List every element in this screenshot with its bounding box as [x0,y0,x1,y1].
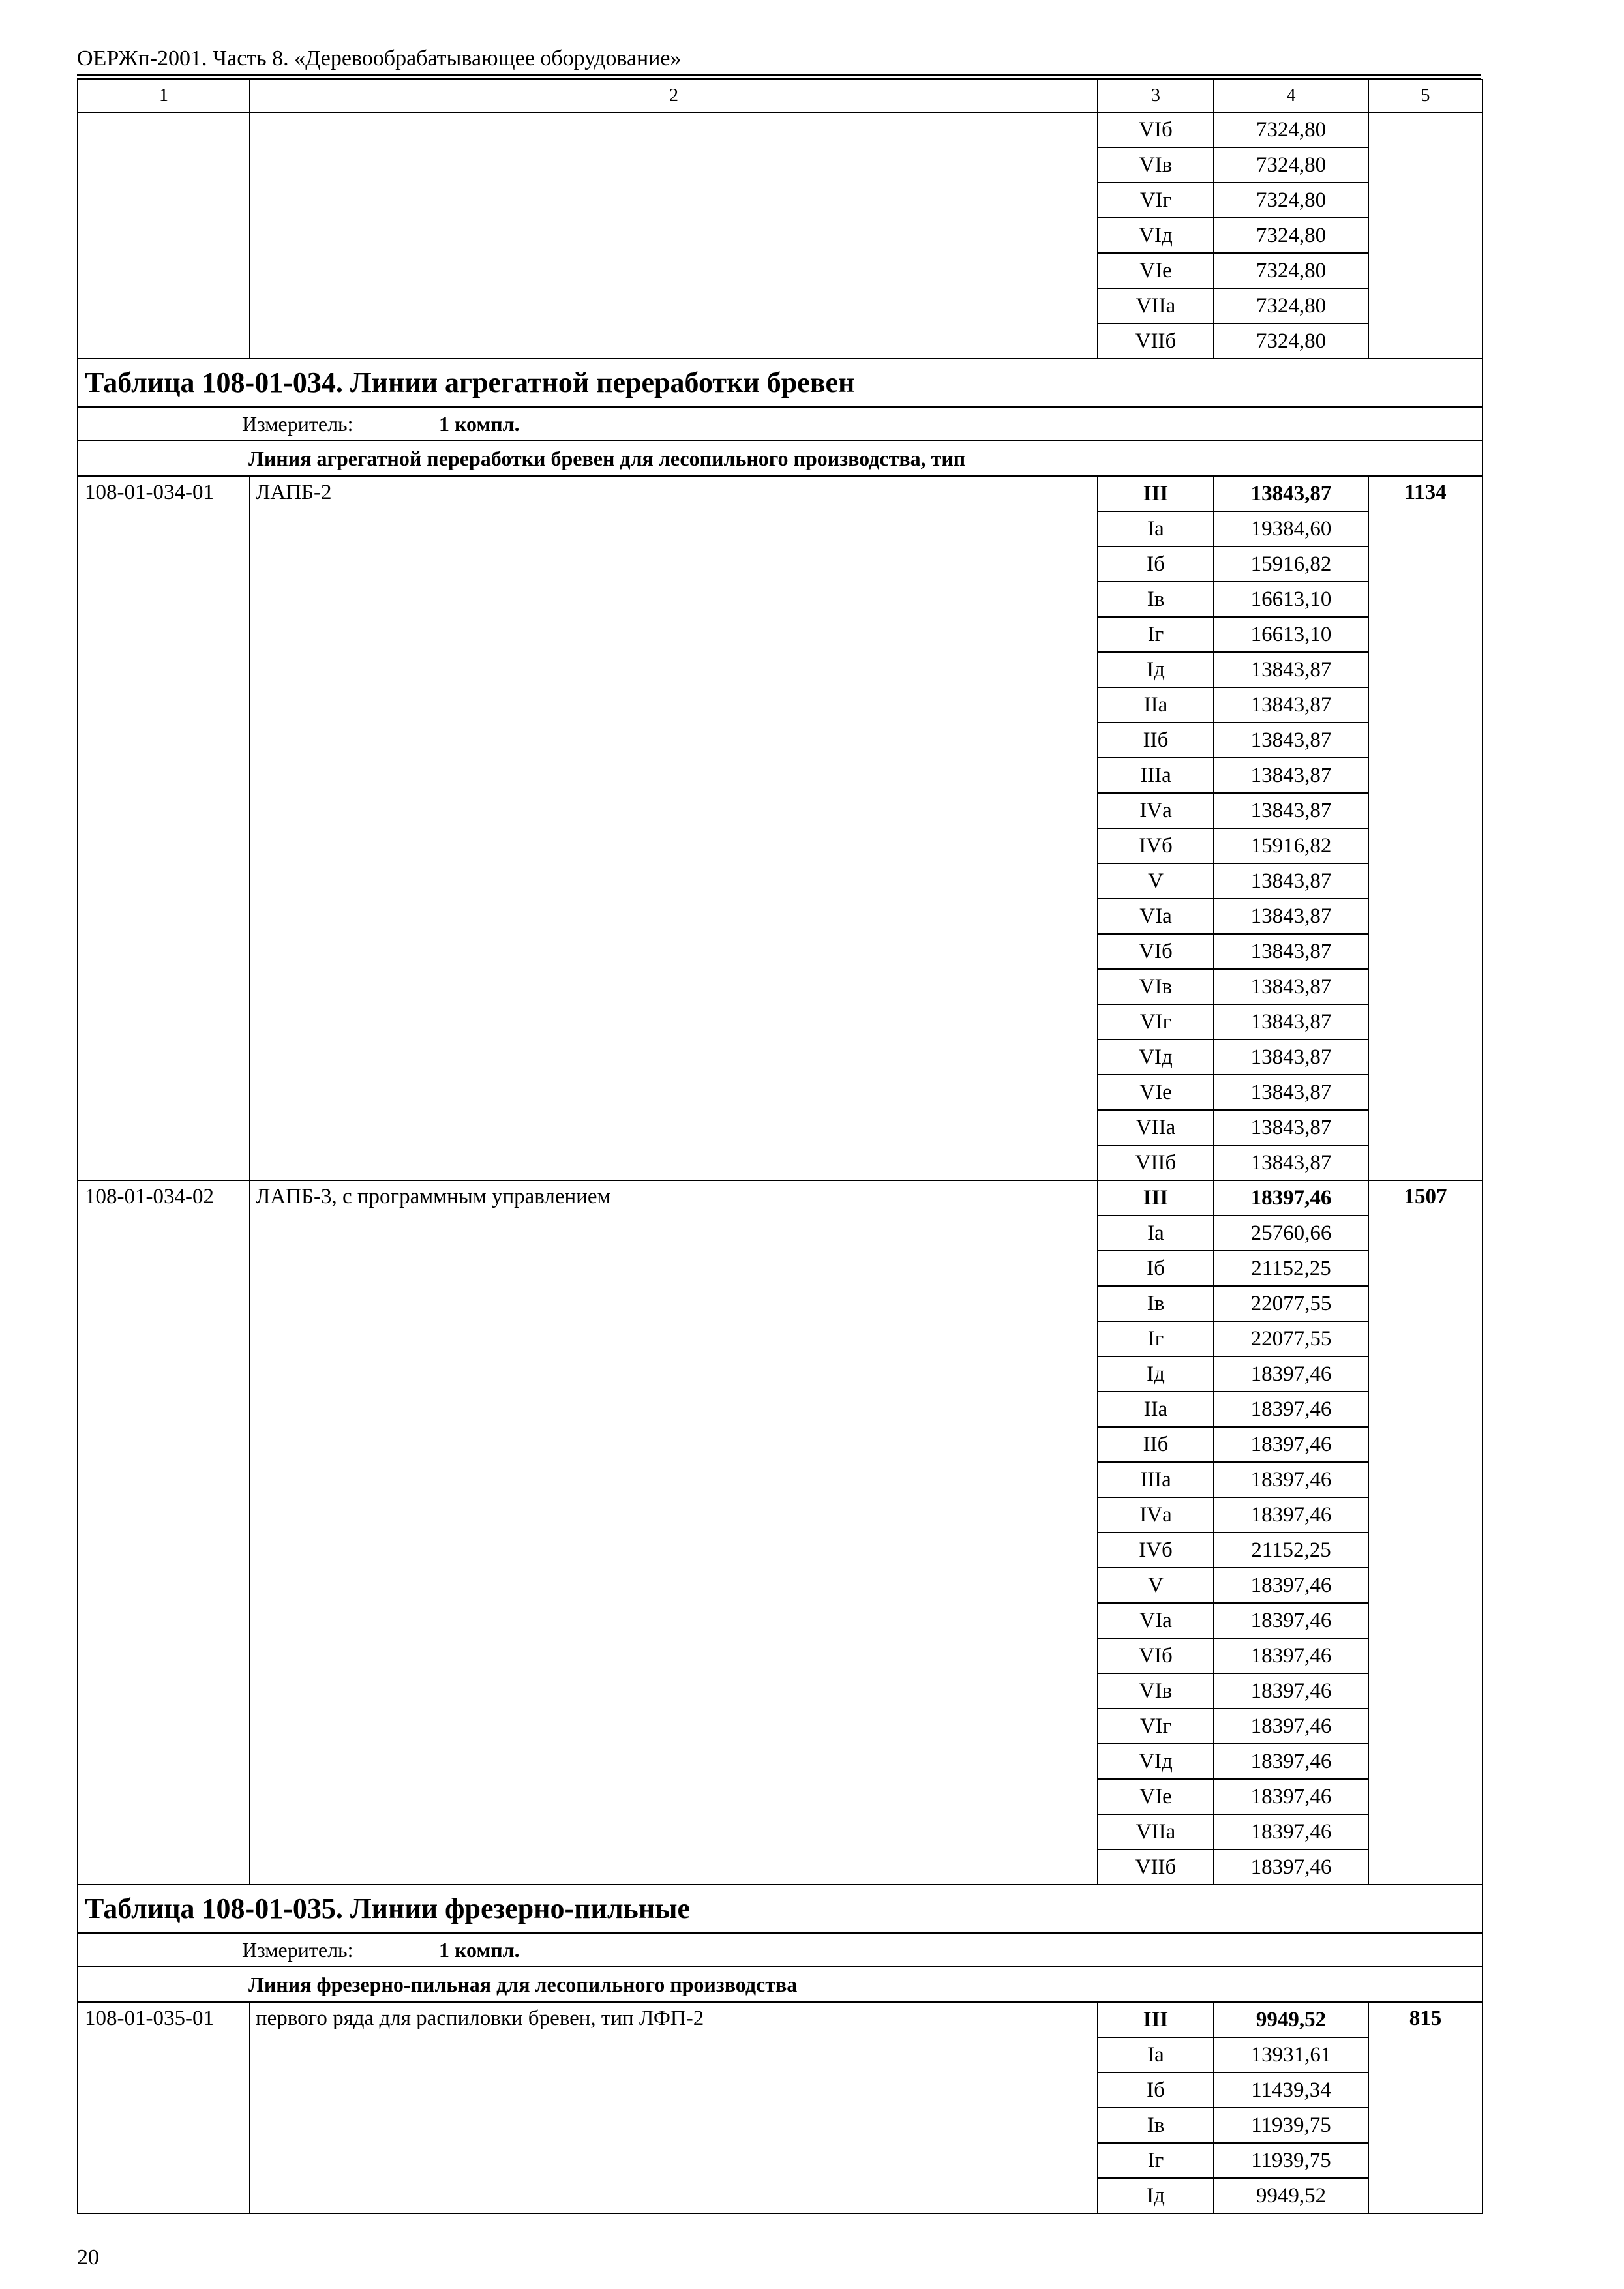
item-name: ЛАПБ-3, с программным управлением [250,1180,1098,1885]
price-cell: 13843,87 [1214,793,1368,828]
price-cell: 13843,87 [1214,1145,1368,1180]
price-table-body [78,80,1482,2213]
price-cell: 18397,46 [1214,1814,1368,1849]
price-cell: 7324,80 [1214,253,1368,288]
zone-cell: Iб [1098,2072,1214,2108]
zone-cell: Iб [1098,546,1214,582]
table-title: Таблица 108-01-034. Линии агрегатной переработки бревен [78,359,1482,407]
price-cell: 13843,87 [1214,1110,1368,1145]
extra-value: 1507 [1368,1180,1482,1885]
zone-cell: III [1098,2002,1214,2037]
zone-cell: VIг [1098,1004,1214,1040]
zone-cell: VIIа [1098,1110,1214,1145]
zone-cell: Iв [1098,2108,1214,2143]
zone-cell: VIб [1098,112,1214,147]
price-cell: 18397,46 [1214,1497,1368,1533]
price-row [78,2002,1482,2037]
price-cell: 13843,87 [1214,687,1368,723]
zone-cell: Iд [1098,1356,1214,1392]
price-cell: 7324,80 [1214,323,1368,359]
zone-cell: VIе [1098,1075,1214,1110]
zone-cell: VIв [1098,1673,1214,1709]
price-cell: 18397,46 [1214,1603,1368,1638]
measure-label: Измеритель: [242,412,353,436]
zone-cell: Iд [1098,652,1214,687]
price-cell: 18397,46 [1214,1709,1368,1744]
zone-cell: Iг [1098,617,1214,652]
zone-cell: Iв [1098,1286,1214,1321]
price-cell: 18397,46 [1214,1638,1368,1673]
price-cell: 25760,66 [1214,1216,1368,1251]
zone-cell: VIв [1098,969,1214,1004]
price-row [78,476,1482,511]
price-cell: 22077,55 [1214,1321,1368,1356]
section-heading: Линия фрезерно-пильная для лесопильного производства [78,1967,1482,2002]
zone-cell: IIа [1098,1392,1214,1427]
price-table [77,79,1483,2214]
price-cell: 18397,46 [1214,1462,1368,1497]
price-row [78,112,1482,147]
zone-cell: VIIб [1098,1145,1214,1180]
zone-cell: IIIа [1098,1462,1214,1497]
zone-cell: IVб [1098,828,1214,863]
zone-cell: Iг [1098,1321,1214,1356]
measure-value: 1 компл. [439,412,520,436]
page-number: 20 [77,2245,99,2269]
zone-cell: IIб [1098,723,1214,758]
price-cell: 13843,87 [1214,476,1368,511]
measure-label: Измеритель: [242,1938,353,1962]
column-number-row [78,80,1482,112]
price-cell: 18397,46 [1214,1180,1368,1216]
price-cell: 16613,10 [1214,582,1368,617]
price-cell: 18397,46 [1214,1392,1368,1427]
section-heading-row [78,441,1482,476]
zone-cell: VIг [1098,183,1214,218]
item-name [250,112,1098,359]
price-cell: 18397,46 [1214,1356,1368,1392]
price-cell: 7324,80 [1214,218,1368,253]
zone-cell: VIб [1098,1638,1214,1673]
zone-cell: VIд [1098,1744,1214,1779]
price-cell: 18397,46 [1214,1849,1368,1885]
zone-cell: Iг [1098,2143,1214,2178]
zone-cell: Iа [1098,2037,1214,2072]
price-cell: 18397,46 [1214,1568,1368,1603]
section-heading-row [78,1967,1482,2002]
item-code [78,112,250,359]
price-cell: 13843,87 [1214,652,1368,687]
zone-cell: VIе [1098,253,1214,288]
price-cell: 18397,46 [1214,1779,1368,1814]
table-title-row [78,359,1482,407]
price-cell: 7324,80 [1214,183,1368,218]
price-cell: 11439,34 [1214,2072,1368,2108]
price-cell: 13843,87 [1214,1075,1368,1110]
item-code: 108-01-034-02 [78,1180,250,1885]
price-cell: 13843,87 [1214,934,1368,969]
price-row [78,1180,1482,1216]
section-heading: Линия агрегатной переработки бревен для лесопильного производства, тип [78,441,1482,476]
zone-cell: VIд [1098,1040,1214,1075]
table-title-row [78,1885,1482,1933]
table-title: Таблица 108-01-035. Линии фрезерно-пильные [78,1885,1482,1933]
zone-cell: VIв [1098,147,1214,183]
price-cell: 7324,80 [1214,288,1368,323]
zone-cell: IVа [1098,793,1214,828]
price-cell: 19384,60 [1214,511,1368,546]
item-code: 108-01-035-01 [78,2002,250,2213]
running-header: ОЕРЖп-2001. Часть 8. «Деревообрабатывающее оборудование» [77,46,682,70]
zone-cell: VIIб [1098,323,1214,359]
item-name: первого ряда для распиловки бревен, тип ЛФП-2 [250,2002,1098,2213]
zone-cell: Iв [1098,582,1214,617]
price-cell: 13931,61 [1214,2037,1368,2072]
zone-cell: VIб [1098,934,1214,969]
price-cell: 18397,46 [1214,1673,1368,1709]
price-cell: 13843,87 [1214,863,1368,899]
price-cell: 13843,87 [1214,723,1368,758]
measure-cell [78,407,1482,441]
price-cell: 13843,87 [1214,899,1368,934]
column-number: 3 [1098,80,1214,112]
price-cell: 9949,52 [1214,2178,1368,2213]
zone-cell: IIб [1098,1427,1214,1462]
zone-cell: VIд [1098,218,1214,253]
column-number: 1 [78,80,250,112]
zone-cell: VIIа [1098,288,1214,323]
price-cell: 13843,87 [1214,758,1368,793]
header-rule [77,74,1481,76]
zone-cell: VIIа [1098,1814,1214,1849]
price-cell: 11939,75 [1214,2108,1368,2143]
price-cell: 11939,75 [1214,2143,1368,2178]
measure-cell [78,1933,1482,1967]
zone-cell: IVа [1098,1497,1214,1533]
zone-cell: VIIб [1098,1849,1214,1885]
item-name: ЛАПБ-2 [250,476,1098,1180]
zone-cell: III [1098,476,1214,511]
zone-cell: VIа [1098,899,1214,934]
price-cell: 7324,80 [1214,112,1368,147]
zone-cell: VIе [1098,1779,1214,1814]
column-number: 5 [1368,80,1482,112]
zone-cell: IVб [1098,1533,1214,1568]
price-cell: 13843,87 [1214,1004,1368,1040]
zone-cell: Iб [1098,1251,1214,1286]
zone-cell: IIа [1098,687,1214,723]
price-cell: 18397,46 [1214,1427,1368,1462]
column-number: 4 [1214,80,1368,112]
zone-cell: IIIа [1098,758,1214,793]
column-number: 2 [250,80,1098,112]
zone-cell: III [1098,1180,1214,1216]
price-cell: 15916,82 [1214,546,1368,582]
price-cell: 13843,87 [1214,1040,1368,1075]
measure-row [78,1933,1482,1967]
price-cell: 22077,55 [1214,1286,1368,1321]
zone-cell: Iд [1098,2178,1214,2213]
price-cell: 21152,25 [1214,1533,1368,1568]
zone-cell: V [1098,863,1214,899]
extra-value: 1134 [1368,476,1482,1180]
item-code: 108-01-034-01 [78,476,250,1180]
measure-value: 1 компл. [439,1938,520,1962]
price-cell: 13843,87 [1214,969,1368,1004]
price-cell: 16613,10 [1214,617,1368,652]
extra-value: 815 [1368,2002,1482,2213]
extra-value [1368,112,1482,359]
price-cell: 18397,46 [1214,1744,1368,1779]
zone-cell: VIг [1098,1709,1214,1744]
zone-cell: VIа [1098,1603,1214,1638]
zone-cell: Iа [1098,511,1214,546]
zone-cell: Iа [1098,1216,1214,1251]
price-cell: 21152,25 [1214,1251,1368,1286]
price-cell: 7324,80 [1214,147,1368,183]
measure-row [78,407,1482,441]
zone-cell: V [1098,1568,1214,1603]
price-cell: 15916,82 [1214,828,1368,863]
price-cell: 9949,52 [1214,2002,1368,2037]
